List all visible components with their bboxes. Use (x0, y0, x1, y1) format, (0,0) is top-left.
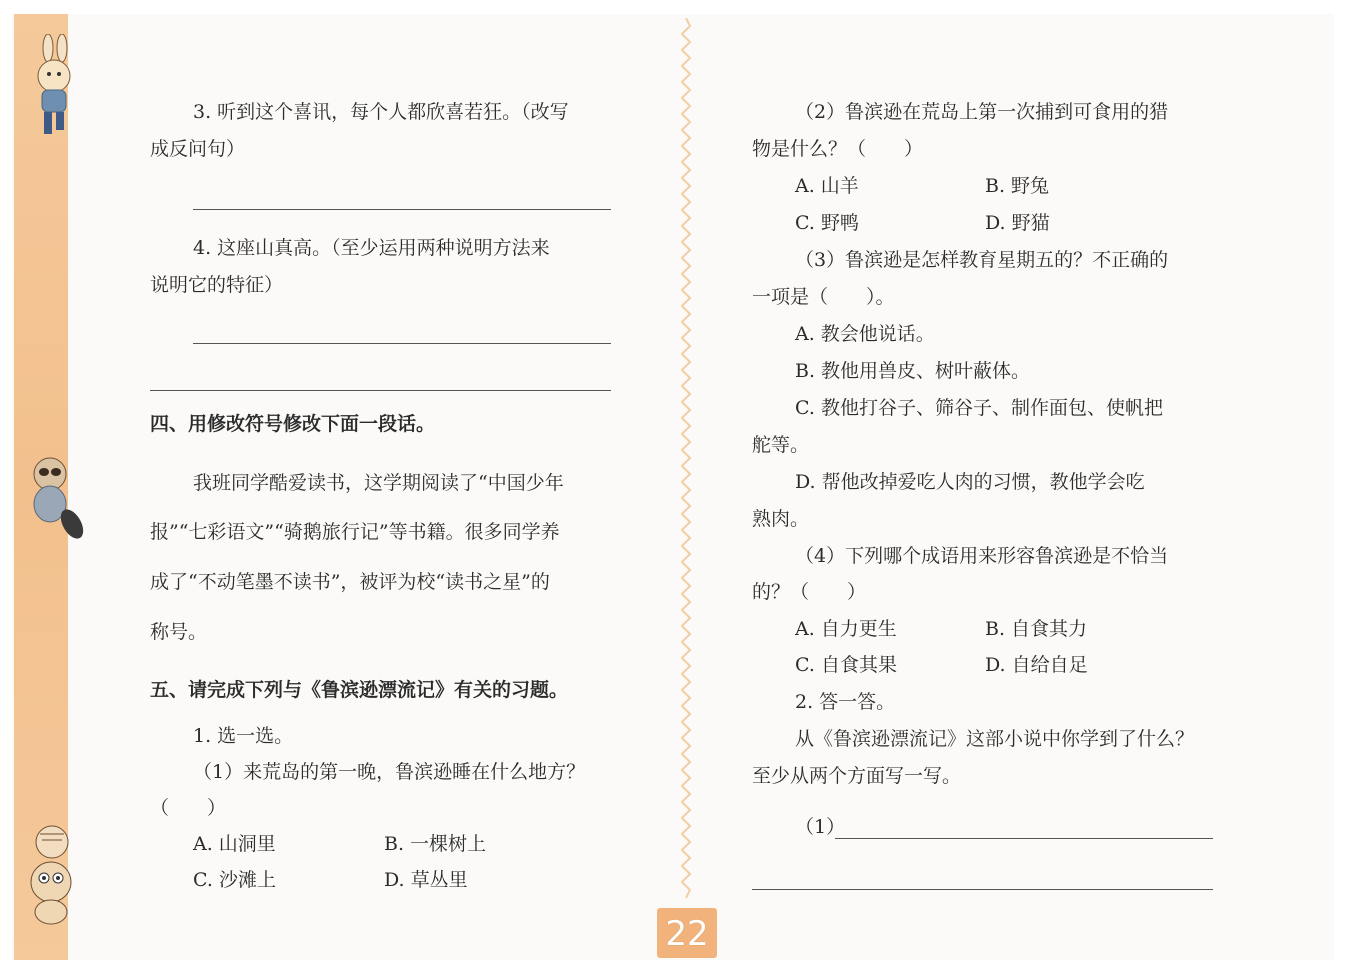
mc-question-3-cont: 一项是（ ）。 (752, 286, 895, 308)
question-4-text-cont: 说明它的特征） (150, 274, 284, 296)
option-b[interactable]: B. 教他用兽皮、树叶蔽体。 (795, 360, 1031, 382)
answer-line[interactable] (752, 889, 1213, 890)
option-c-cont[interactable]: 舵等。 (752, 434, 810, 456)
option-b[interactable]: B. 自食其力 (985, 618, 1088, 640)
option-d[interactable]: D. 自给自足 (985, 654, 1088, 676)
mc-question-3: （3）鲁滨逊是怎样教育星期五的？不正确的 (795, 249, 1169, 271)
center-zigzag-divider (679, 18, 693, 898)
option-b[interactable]: B. 一棵树上 (384, 833, 487, 855)
answer-line[interactable] (150, 390, 611, 391)
tiger-cartoon-icon (18, 820, 84, 932)
option-d[interactable]: D. 野猫 (985, 212, 1050, 234)
option-d[interactable]: D. 帮他改掉爱吃人肉的习惯，教他学会吃 (795, 471, 1145, 493)
option-a[interactable]: A. 自力更生 (795, 618, 897, 640)
question-3-text: 3. 听到这个喜讯，每个人都欣喜若狂。（改写 (193, 101, 569, 123)
open-question-cont: 至少从两个方面写一写。 (752, 765, 962, 787)
mc-question-4-cont: 的？（ ） (752, 581, 867, 603)
answer-1-label: （1） (795, 816, 846, 838)
option-c[interactable]: C. 自食其果 (795, 654, 897, 676)
mc-question-2: （2）鲁滨逊在荒岛上第一次捕到可食用的猎 (795, 101, 1169, 123)
mc-question-2-cont: 物是什么？（ ） (752, 138, 924, 160)
mc-question-1: （1）来荒岛的第一晚，鲁滨逊睡在什么地方？ (193, 761, 586, 783)
question-3-text-cont: 成反问句） (150, 138, 246, 160)
open-question: 从《鲁滨逊漂流记》这部小说中你学到了什么？ (795, 728, 1195, 750)
option-b[interactable]: B. 野兔 (985, 175, 1050, 197)
option-a[interactable]: A. 山洞里 (193, 833, 276, 855)
rabbit-cartoon-icon (16, 34, 86, 144)
option-d-cont[interactable]: 熟肉。 (752, 508, 810, 530)
option-c[interactable]: C. 沙滩上 (193, 869, 276, 891)
answer-line[interactable] (193, 343, 611, 344)
option-c[interactable]: C. 野鸭 (795, 212, 859, 234)
subsection-2-label: 2. 答一答。 (795, 691, 896, 713)
answer-line[interactable] (835, 838, 1213, 839)
paragraph-line: 成了“不动笔墨不读书”，被评为校“读书之星”的 (150, 571, 550, 593)
option-a[interactable]: A. 教会他说话。 (795, 323, 935, 345)
paragraph-line: 报”“七彩语文”“骑鹅旅行记”等书籍。很多同学养 (150, 521, 560, 543)
option-d[interactable]: D. 草丛里 (384, 869, 468, 891)
section-5-heading: 五、请完成下列与《鲁滨逊漂流记》有关的习题。 (150, 679, 569, 701)
option-c[interactable]: C. 教他打谷子、筛谷子、制作面包、使帆把 (795, 397, 1163, 419)
subsection-1-label: 1. 选一选。 (193, 725, 294, 747)
question-4-text: 4. 这座山真高。（至少运用两种说明方法来 (193, 237, 550, 259)
page-number: 22 (657, 908, 717, 958)
section-4-heading: 四、用修改符号修改下面一段话。 (150, 413, 436, 435)
answer-line[interactable] (193, 209, 611, 210)
raccoon-cartoon-icon (14, 452, 86, 544)
mc-question-4: （4）下列哪个成语用来形容鲁滨逊是不恰当 (795, 545, 1169, 567)
option-a[interactable]: A. 山羊 (795, 175, 859, 197)
paragraph-line: 称号。 (150, 621, 208, 643)
answer-blank[interactable]: （ ） (150, 797, 227, 819)
paragraph-line: 我班同学酷爱读书，这学期阅读了“中国少年 (193, 472, 564, 494)
